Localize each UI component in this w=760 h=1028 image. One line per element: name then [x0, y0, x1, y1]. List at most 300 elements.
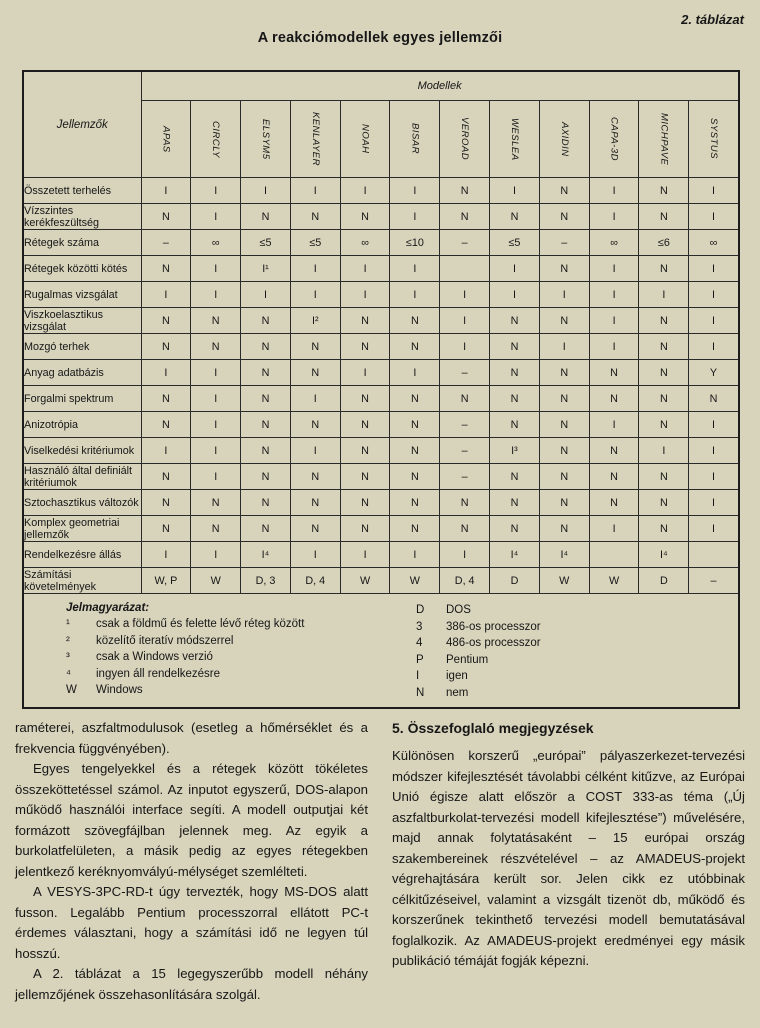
table-cell: –: [440, 230, 490, 256]
page-title: A reakciómodellek egyes jellemzői: [257, 30, 503, 46]
table-cell: I: [141, 438, 191, 464]
body-paragraph: Egyes tengelyekkel és a rétegek között tökéletes összeköttetéssel számol. Az inputot egyszerű, DOS-alapon működő használói interface segíti. A modell outputjai két formázott szövegfájlban jelennek meg. Az egyik a burkolatfelületen, a másik pedig az egyes rétegekben jelentkező keréknyomvályú-mélységet szemlélteti.: [15, 761, 368, 879]
table-cell: I: [340, 360, 390, 386]
model-name-label: SYSTUS: [707, 118, 719, 160]
table-row: [23, 308, 739, 334]
legend-right-block: [416, 602, 696, 701]
model-column-header: [241, 101, 291, 178]
table-cell: N: [639, 256, 689, 282]
legend-key: W: [66, 684, 77, 696]
table-cell: N: [539, 386, 589, 412]
row-label: Használó által definiált kritériumok: [23, 464, 141, 490]
table-cell: N: [340, 386, 390, 412]
row-label: Komplex geometriai jellemzők: [23, 516, 141, 542]
table-cell: I: [689, 464, 739, 490]
table-row: [23, 256, 739, 282]
legend-text: közelítő iteratív módszerrel: [96, 634, 234, 647]
table-cell: N: [490, 516, 540, 542]
table-cell: I: [290, 282, 340, 308]
model-name-label: CAPA-3D: [608, 117, 620, 161]
table-cell: I: [589, 204, 639, 230]
table-cell: I: [539, 282, 589, 308]
table-cell: N: [539, 516, 589, 542]
table-cell: I: [191, 464, 241, 490]
table-row: [23, 542, 739, 568]
legend-key: D: [416, 604, 425, 616]
table-cell: N: [191, 490, 241, 516]
table-cell: ∞: [191, 230, 241, 256]
table-cell: N: [141, 516, 191, 542]
legend-item: [416, 635, 696, 652]
legend-key: I: [416, 670, 420, 682]
table-cell: –: [539, 230, 589, 256]
table-cell: ∞: [340, 230, 390, 256]
table-cell: I: [689, 412, 739, 438]
table-row: [23, 464, 739, 490]
legend: [24, 594, 738, 707]
table-cell: ≤5: [490, 230, 540, 256]
table-cell: W: [589, 568, 639, 594]
table-cell: N: [290, 490, 340, 516]
row-label: Rétegek közötti kötés: [23, 256, 141, 282]
table-cell: N: [539, 412, 589, 438]
table-cell: I: [689, 516, 739, 542]
table-cell: N: [141, 334, 191, 360]
table-cell: N: [440, 386, 490, 412]
table-cell: N: [141, 256, 191, 282]
table-cell: N: [639, 204, 689, 230]
table-row: [23, 230, 739, 256]
legend-left-items: [66, 616, 416, 699]
table-cell: N: [539, 490, 589, 516]
model-column-header: [589, 101, 639, 178]
table-row: [23, 490, 739, 516]
model-column-header: [490, 101, 540, 178]
table-cell: N: [141, 204, 191, 230]
table-cell: I: [689, 438, 739, 464]
table-cell: I: [191, 204, 241, 230]
model-column-header: [290, 101, 340, 178]
model-name-label: KENLAYER: [309, 112, 321, 166]
legend-text: 386-os processzor: [446, 620, 541, 633]
table-cell: N: [191, 516, 241, 542]
legend-key: ²: [66, 634, 70, 647]
table-row: [23, 568, 739, 594]
table-cell: N: [639, 412, 689, 438]
table-cell: I: [689, 178, 739, 204]
table-row: [23, 438, 739, 464]
table-cell: N: [440, 204, 490, 230]
model-name-label: CIRCLY: [210, 120, 222, 158]
table-cell: N: [539, 178, 589, 204]
model-name-label: VEROAD: [459, 117, 471, 161]
table-cell: N: [290, 204, 340, 230]
table-cell: N: [141, 412, 191, 438]
table-cell: I: [191, 256, 241, 282]
table-cell: I: [290, 386, 340, 412]
table-cell: N: [639, 178, 689, 204]
table-cell: I: [589, 412, 639, 438]
table-cell: N: [589, 386, 639, 412]
table-row: [23, 360, 739, 386]
table-cell: N: [241, 308, 291, 334]
table-cell: I: [689, 204, 739, 230]
table-cell: I: [141, 360, 191, 386]
row-label: Sztochasztikus változók: [23, 490, 141, 516]
table-cell: N: [141, 308, 191, 334]
table-cell: N: [539, 438, 589, 464]
table-cell: N: [490, 412, 540, 438]
table-cell: I⁴: [639, 542, 689, 568]
table-cell: N: [340, 516, 390, 542]
legend-text: nem: [446, 686, 469, 699]
table-cell: W, P: [141, 568, 191, 594]
table-cell: I: [290, 256, 340, 282]
table-cell: N: [141, 464, 191, 490]
row-label: Rugalmas vizsgálat: [23, 282, 141, 308]
table-cell: [440, 256, 490, 282]
table-cell: I: [191, 412, 241, 438]
legend-item: [416, 619, 696, 636]
legend-text: csak a Windows verzió: [96, 651, 213, 663]
table-row: [23, 386, 739, 412]
table-cell: N: [241, 204, 291, 230]
legend-text: Windows: [96, 684, 143, 696]
table-cell: I: [589, 334, 639, 360]
row-label: Forgalmi spektrum: [23, 386, 141, 412]
model-name-label: WESLEA: [508, 117, 520, 161]
table-cell: I: [689, 282, 739, 308]
table-cell: N: [241, 360, 291, 386]
body-paragraph: A 2. táblázat a 15 legegyszerűbb modell néhány jellemzőjének összehasonlítására szolgál.: [15, 966, 368, 1002]
table-cell: N: [241, 334, 291, 360]
table-cell: N: [539, 360, 589, 386]
body-text-section: [15, 718, 745, 1005]
table-cell: I: [390, 542, 440, 568]
table-cell: I: [141, 178, 191, 204]
legend-text: Pentium: [446, 653, 489, 666]
model-column-header: [639, 101, 689, 178]
legend-row: [23, 594, 739, 709]
row-label: Anyag adatbázis: [23, 360, 141, 386]
table-cell: N: [340, 438, 390, 464]
table-cell: N: [241, 490, 291, 516]
legend-text: DOS: [446, 604, 471, 616]
table-cell: I²: [290, 308, 340, 334]
row-label: Számítási követelmények: [23, 568, 141, 594]
table-cell: N: [639, 490, 689, 516]
table-cell: N: [340, 308, 390, 334]
table-row: [23, 204, 739, 230]
legend-key: N: [416, 686, 425, 699]
table-cell: I: [241, 178, 291, 204]
table-cell: I: [340, 178, 390, 204]
legend-key: P: [416, 653, 424, 666]
table-cell: I⁴: [539, 542, 589, 568]
table-cell: N: [589, 360, 639, 386]
table-cell: I: [191, 360, 241, 386]
body-left-column: [15, 718, 368, 1005]
table-cell: I: [141, 282, 191, 308]
table-cell: N: [390, 412, 440, 438]
body-paragraph: Különösen korszerű „európai” pályaszerkezet-tervezési módszer kifejlesztését távolabbi célként kitűzve, az Európai Unió égisze alatt először a COST 333-as téma („Új aszfaltburkolat-tervezési modell kifejlesztése”) művelésére, majd annak folytatásaként – 15 európai ország szakembereinek részvételével – az AMADEUS-projekt végrehajtására került sor. Jelen cikk ez utóbbinak célkitűzéseivel, valamint a vizsgált tizenöt db, működő és korszerűnek tekinthető tervezési modell bemutatásával foglalkozik. Az AMADEUS-projekt eredményei egy másik publikáció témáját fogják képezni.: [392, 748, 745, 968]
table-cell: I: [290, 542, 340, 568]
table-cell: N: [589, 464, 639, 490]
table-cell: N: [290, 464, 340, 490]
section-heading: 5. Összefoglaló megjegyzések: [392, 720, 594, 736]
model-column-header: [390, 101, 440, 178]
table-cell: N: [490, 490, 540, 516]
table-cell: I: [440, 308, 490, 334]
table-cell: I: [191, 282, 241, 308]
table-cell: N: [241, 516, 291, 542]
row-label: Anizotrópia: [23, 412, 141, 438]
table-cell: N: [539, 204, 589, 230]
table-cell: N: [639, 516, 689, 542]
table-cell: N: [440, 516, 490, 542]
table-cell: D, 4: [290, 568, 340, 594]
table-cell: I: [390, 360, 440, 386]
table-cell: I: [639, 282, 689, 308]
table-cell: I: [589, 308, 639, 334]
table-cell: –: [440, 438, 490, 464]
table-cell: –: [440, 360, 490, 386]
legend-key: 4: [416, 637, 423, 649]
table-cell: N: [390, 308, 440, 334]
table-cell: N: [390, 386, 440, 412]
table-cell: N: [539, 308, 589, 334]
model-name-label: AXIDIN: [558, 121, 570, 157]
table-cell: N: [290, 360, 340, 386]
table-row: [23, 178, 739, 204]
table-cell: Y: [689, 360, 739, 386]
legend-key: ³: [66, 651, 70, 663]
table-cell: D, 3: [241, 568, 291, 594]
table-cell: D: [639, 568, 689, 594]
table-row: [23, 334, 739, 360]
table-cell: I: [340, 542, 390, 568]
table-cell: N: [639, 360, 689, 386]
legend-item: [66, 666, 416, 683]
legend-item: [66, 633, 416, 650]
table-cell: I: [440, 542, 490, 568]
table-cell: N: [390, 516, 440, 542]
table-cell: N: [490, 386, 540, 412]
table-cell: ∞: [589, 230, 639, 256]
table-cell: D: [490, 568, 540, 594]
model-name-label: ELSYM5: [259, 118, 271, 160]
body-paragraph: A VESYS-3PC-RD-t úgy tervezték, hogy MS-DOS alatt fusson. Legalább Pentium processzorral ellátott PC-t érdemes választani, hogy a számítási idő ne legyen túl hosszú.: [15, 884, 368, 961]
table-cell: I: [191, 438, 241, 464]
table-row: [23, 282, 739, 308]
table-cell: N: [340, 412, 390, 438]
legend-title: Jelmagyarázat:: [66, 602, 150, 614]
legend-item: [416, 668, 696, 685]
table-cell: N: [539, 464, 589, 490]
table-cell: –: [440, 464, 490, 490]
table-cell: I: [290, 438, 340, 464]
table-cell: W: [539, 568, 589, 594]
table-cell: N: [340, 490, 390, 516]
table-cell: N: [390, 490, 440, 516]
model-name-label: MICHPAVE: [658, 112, 670, 166]
table-cell: I: [589, 256, 639, 282]
model-column-header: [440, 101, 490, 178]
row-label: Összetett terhelés: [23, 178, 141, 204]
body-right-column: [392, 718, 745, 1005]
row-label: Rendelkezésre állás: [23, 542, 141, 568]
table-cell: I: [490, 178, 540, 204]
table-cell: ≤5: [241, 230, 291, 256]
legend-text: ingyen áll rendelkezésre: [96, 667, 221, 680]
table-cell: N: [689, 386, 739, 412]
legend-item: [66, 649, 416, 666]
table-cell: W: [390, 568, 440, 594]
table-cell: N: [290, 516, 340, 542]
table-cell: W: [191, 568, 241, 594]
table-body: [23, 178, 739, 594]
table-number-label: 2. táblázat: [681, 12, 744, 27]
table-cell: ∞: [689, 230, 739, 256]
table-row: [23, 516, 739, 542]
table-cell: N: [539, 256, 589, 282]
model-column-header: [340, 101, 390, 178]
table-cell: N: [191, 308, 241, 334]
table-cell: I: [340, 282, 390, 308]
table-cell: I: [589, 516, 639, 542]
table-cell: I: [191, 386, 241, 412]
table-cell: N: [241, 464, 291, 490]
model-name-label: APAS: [160, 125, 172, 153]
table-cell: I: [689, 334, 739, 360]
table-cell: N: [390, 438, 440, 464]
table-cell: D, 4: [440, 568, 490, 594]
table-cell: I: [340, 256, 390, 282]
table-cell: N: [141, 386, 191, 412]
table-cell: I: [440, 334, 490, 360]
table-cell: I: [689, 256, 739, 282]
legend-text: 486-os processzor: [446, 637, 541, 649]
table-cell: I: [639, 438, 689, 464]
table-cell: I: [241, 282, 291, 308]
table-cell: I: [390, 282, 440, 308]
group-header-cell: Modellek: [141, 71, 739, 101]
table-cell: N: [390, 334, 440, 360]
table-cell: N: [639, 308, 689, 334]
table-cell: N: [340, 334, 390, 360]
legend-text: igen: [446, 670, 468, 682]
model-name-label: BISAR: [409, 123, 421, 155]
table-cell: N: [589, 438, 639, 464]
body-paragraph: raméterei, aszfaltmodulusok (esetleg a hőmérséklet és a frekvencia függvényében).: [15, 720, 368, 756]
model-name-label: NOAH: [359, 124, 371, 154]
table-cell: I: [689, 490, 739, 516]
legend-left-block: [66, 602, 416, 701]
table-cell: I: [191, 178, 241, 204]
table-cell: I: [290, 178, 340, 204]
table-cell: I: [539, 334, 589, 360]
legend-item: [416, 602, 696, 619]
table-cell: I³: [490, 438, 540, 464]
table-cell: ≤5: [290, 230, 340, 256]
table-cell: –: [141, 230, 191, 256]
table-cell: [589, 542, 639, 568]
table-cell: N: [241, 438, 291, 464]
table-cell: [689, 542, 739, 568]
table-cell: I: [390, 256, 440, 282]
row-label: Mozgó terhek: [23, 334, 141, 360]
legend-key: 3: [416, 620, 423, 633]
table-cell: N: [340, 464, 390, 490]
legend-item: [66, 682, 416, 699]
table-cell: –: [689, 568, 739, 594]
table-cell: N: [639, 334, 689, 360]
table-cell: N: [290, 412, 340, 438]
legend-cell: [23, 594, 739, 709]
row-label: Viszkoelasztikus vizsgálat: [23, 308, 141, 334]
model-comparison-table: [22, 70, 740, 709]
model-column-header: [539, 101, 589, 178]
table-cell: I: [191, 542, 241, 568]
table-cell: –: [440, 412, 490, 438]
table-cell: ≤6: [639, 230, 689, 256]
table-cell: I: [390, 178, 440, 204]
table-cell: I: [589, 178, 639, 204]
table-cell: N: [440, 178, 490, 204]
table-cell: I: [141, 542, 191, 568]
table-cell: N: [141, 490, 191, 516]
table-cell: N: [241, 412, 291, 438]
table-cell: W: [340, 568, 390, 594]
table-cell: I⁴: [241, 542, 291, 568]
model-column-header: [141, 101, 191, 178]
legend-text: csak a földmű és felette lévő réteg között: [96, 618, 305, 630]
table-cell: I: [490, 256, 540, 282]
legend-item: [416, 685, 696, 702]
table-cell: N: [490, 308, 540, 334]
table-cell: N: [440, 490, 490, 516]
table-cell: I⁴: [490, 542, 540, 568]
table-cell: N: [490, 204, 540, 230]
table-cell: N: [490, 464, 540, 490]
table-cell: N: [290, 334, 340, 360]
table-row: [23, 412, 739, 438]
row-label: Vízszintes kerékfeszültség: [23, 204, 141, 230]
table-cell: N: [241, 386, 291, 412]
table-cell: N: [490, 334, 540, 360]
table-header-row-group: [23, 71, 739, 101]
legend-item: [416, 652, 696, 669]
table-cell: N: [191, 334, 241, 360]
table-cell: N: [390, 464, 440, 490]
table-cell: I: [390, 204, 440, 230]
corner-header-cell: Jellemzők: [23, 71, 141, 178]
table-cell: ≤10: [390, 230, 440, 256]
row-label: Rétegek száma: [23, 230, 141, 256]
table-cell: I: [589, 282, 639, 308]
table-cell: N: [589, 490, 639, 516]
row-label: Viselkedési kritériumok: [23, 438, 141, 464]
model-column-header: [191, 101, 241, 178]
legend-key: ¹: [66, 618, 70, 630]
table-cell: I: [689, 308, 739, 334]
table-cell: I: [440, 282, 490, 308]
table-cell: N: [639, 386, 689, 412]
table-cell: N: [490, 360, 540, 386]
model-column-header: [689, 101, 739, 178]
table-cell: N: [639, 464, 689, 490]
table-cell: I: [490, 282, 540, 308]
